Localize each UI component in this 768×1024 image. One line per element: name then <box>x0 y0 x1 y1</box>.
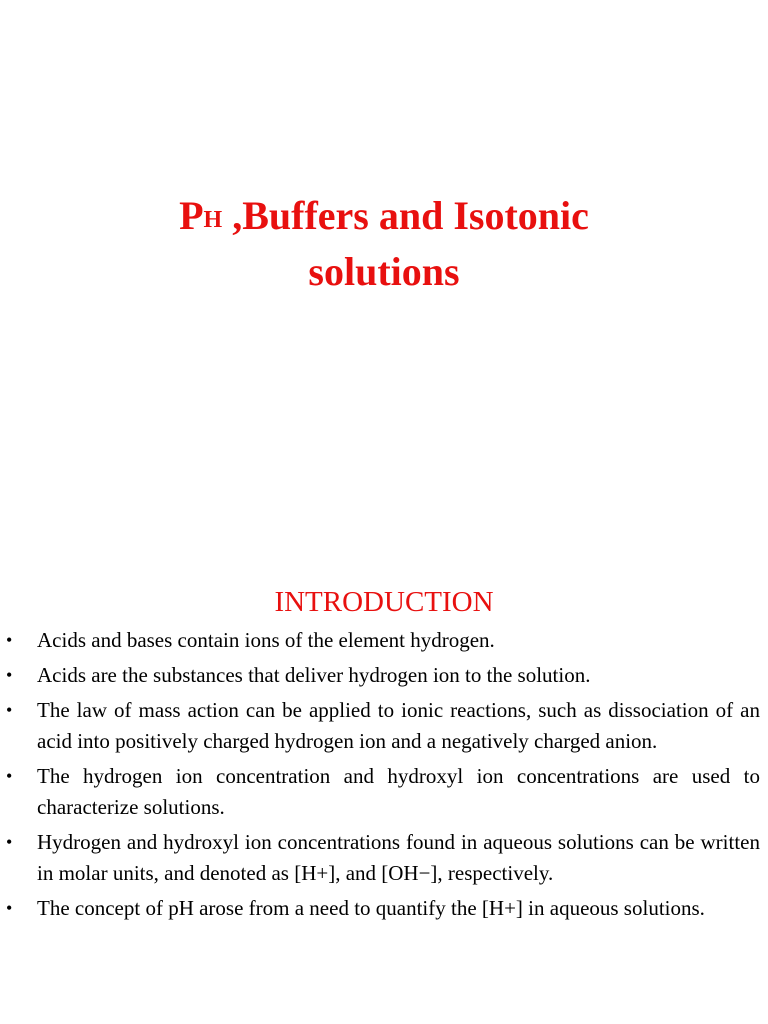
bullet-icon: • <box>6 898 13 918</box>
bullet-icon: • <box>6 665 13 685</box>
title-prefix: P <box>179 193 204 238</box>
list-item <box>0 660 760 691</box>
title-line2: solutions <box>308 249 460 294</box>
list-item <box>0 695 760 757</box>
slide-title <box>0 188 768 300</box>
list-item-text: The concept of pH arose from a need to quantify the [H+] in aqueous solutions. <box>37 896 705 920</box>
list-item-text: The law of mass action can be applied to ionic reactions, such as dissociation of an acid into positively charged hydrogen ion and a negatively charged anion. <box>37 698 760 753</box>
bullet-icon: • <box>6 700 13 720</box>
list-item-text: The hydrogen ion concentration and hydroxyl ion concentrations are used to characterize solutions. <box>37 764 760 819</box>
list-item-text: Hydrogen and hydroxyl ion concentrations found in aqueous solutions can be written in molar units, and denoted as [H+], and [OH−], respectively. <box>37 830 760 885</box>
list-item-text: Acids and bases contain ions of the element hydrogen. <box>37 628 495 652</box>
bullet-list <box>0 625 760 928</box>
bullet-icon: • <box>6 766 13 786</box>
list-item <box>0 761 760 823</box>
section-heading: INTRODUCTION <box>274 586 494 618</box>
list-item <box>0 625 760 656</box>
list-item <box>0 827 760 889</box>
bullet-icon: • <box>6 630 13 650</box>
title-superscript: H <box>203 207 223 233</box>
list-item-text: Acids are the substances that deliver hydrogen ion to the solution. <box>37 663 591 687</box>
bullet-icon: • <box>6 832 13 852</box>
list-item <box>0 893 760 924</box>
title-line1: ,Buffers and Isotonic <box>222 193 589 238</box>
